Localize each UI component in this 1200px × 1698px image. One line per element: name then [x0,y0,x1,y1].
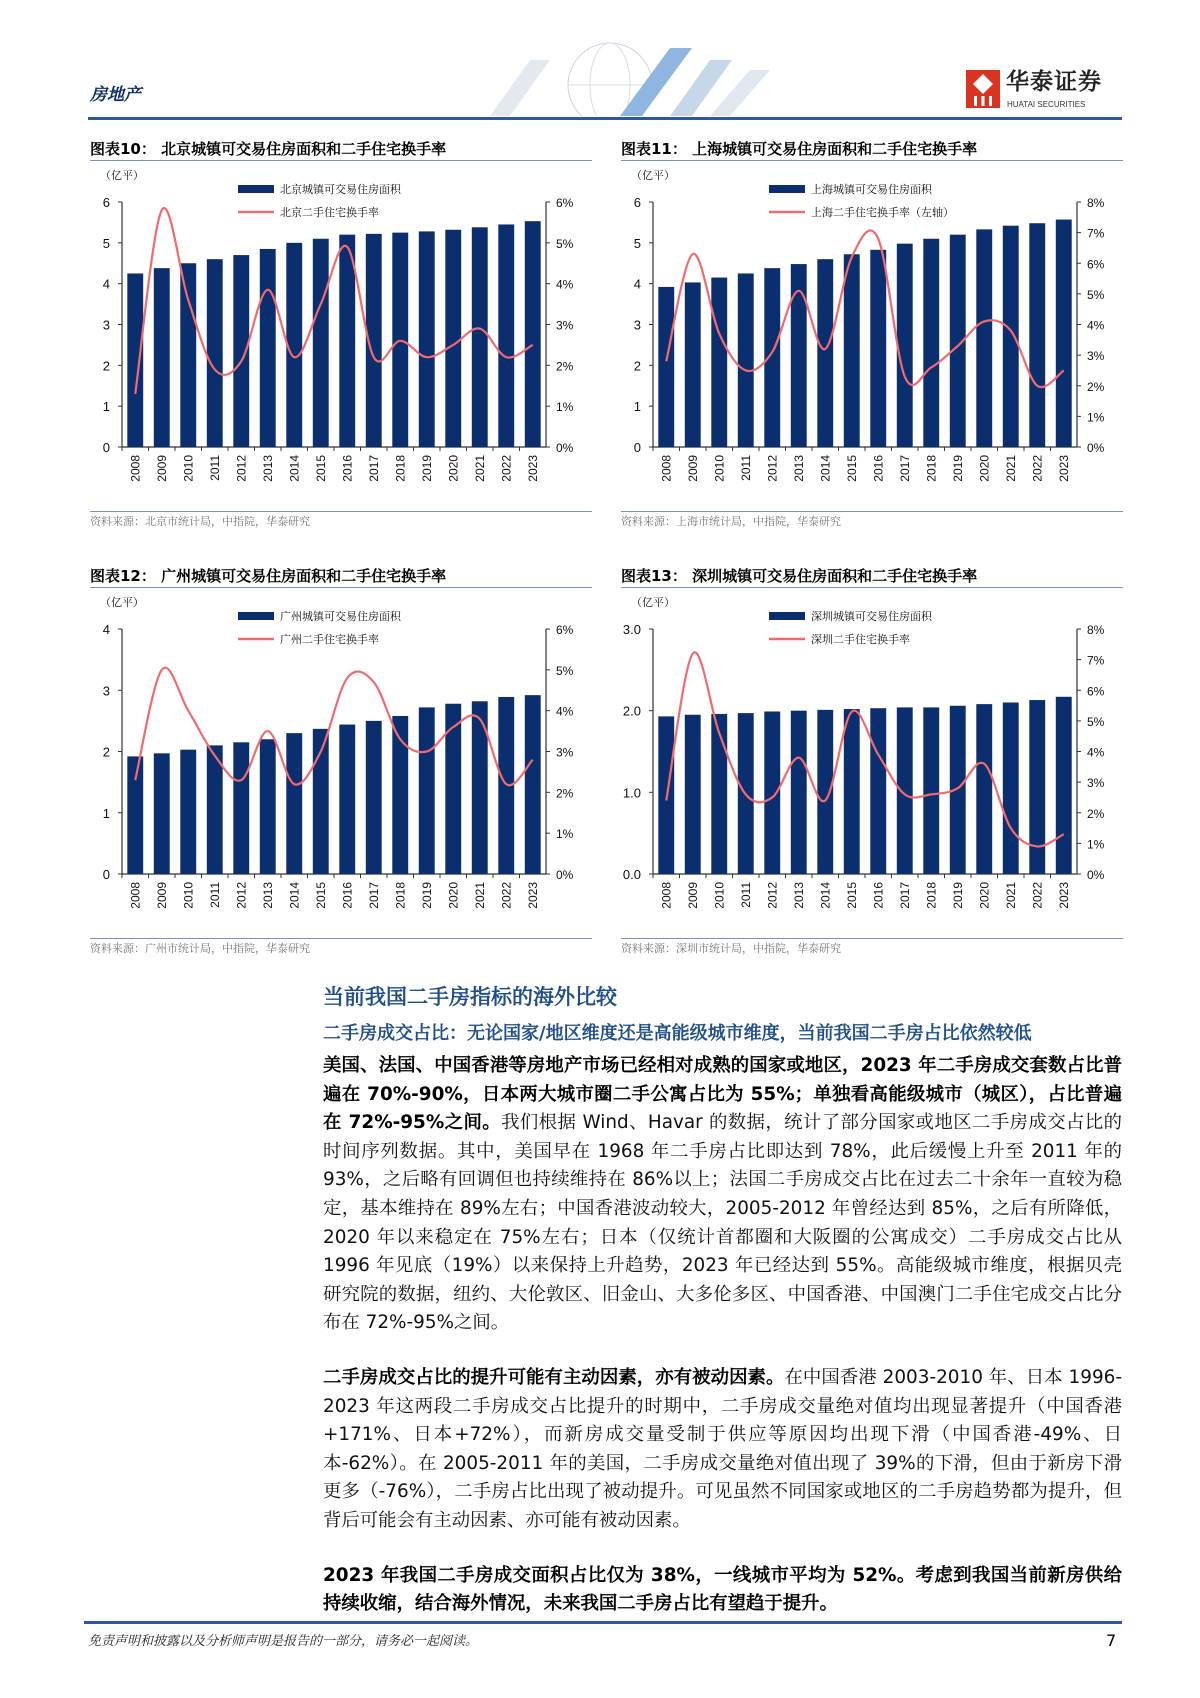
y-tick-label: 6 [102,195,110,210]
y-tick-label: 3 [633,317,641,333]
bar-2014 [817,259,833,447]
x-tick-label: 2015 [844,882,859,909]
bar-2020 [445,704,461,874]
y2-tick-label: 0% [1087,441,1105,455]
y-tick-label: 1 [102,805,110,821]
chart-title-rule [621,587,1123,588]
header-divider [88,117,1122,120]
legend-bar-label: 深圳城镇可交易住房面积 [811,611,932,623]
x-tick-label: 2022 [1030,882,1045,909]
y2-tick-label: 2% [1087,379,1105,394]
bar-2012 [233,742,249,874]
paragraph-3 [323,1562,1122,1619]
bar-2009 [154,268,170,447]
bar-2010 [711,714,727,874]
x-tick-label: 2018 [924,882,939,909]
bar-2010 [180,750,196,874]
header-decoration-globe-icon [470,40,790,116]
y-tick-label: 0 [633,440,641,455]
bar-2009 [685,282,701,447]
y2-tick-label: 8% [1087,196,1105,210]
chart-plot [621,164,1123,509]
y2-tick-label: 6% [1087,257,1105,272]
x-tick-label: 2014 [287,455,302,482]
y2-tick-label: 3% [1087,349,1105,364]
y2-tick-label: 0% [556,441,574,455]
x-tick-label: 2011 [738,455,753,481]
x-tick-label: 2023 [1056,455,1071,482]
bar-2009 [154,753,170,874]
bar-2021 [1003,226,1019,447]
x-tick-label: 2010 [712,455,727,482]
chart-title: 图表12： 广州城镇可交易住房面积和二手住宅换手率 [90,567,447,585]
unit-label: （亿平） [631,597,675,609]
bar-2014 [286,733,302,874]
y2-tick-label: 8% [1087,623,1105,637]
x-tick-label: 2021 [1003,455,1018,482]
x-tick-label: 2017 [366,455,381,482]
y2-tick-label: 3% [556,318,574,333]
x-tick-label: 2019 [419,455,434,482]
report-category: 房地产 [90,85,141,105]
unit-label: （亿平） [631,170,675,182]
y2-tick-label: 4% [556,704,574,719]
x-tick-label: 2021 [472,455,487,482]
x-tick-label: 2017 [897,455,912,482]
chart-source: 资料来源：北京市统计局，中指院，华泰研究 [90,515,310,528]
y-tick-label: 4 [102,622,110,637]
chart-source: 资料来源：深圳市统计局，中指院，华泰研究 [621,942,841,955]
y-tick-label: 2.0 [622,703,641,719]
x-tick-label: 2009 [154,455,169,482]
x-tick-label: 2013 [791,455,806,482]
y-tick-label: 3.0 [622,622,641,637]
bar-2012 [764,711,780,874]
chart-plot [90,591,592,936]
logo-text-en: HUATAI SECURITIES [1007,100,1086,109]
chart-title: 图表10： 北京城镇可交易住房面积和二手住宅换手率 [90,140,447,158]
unit-label: （亿平） [100,597,144,609]
x-tick-label: 2008 [659,455,674,482]
chart-plot [621,591,1123,936]
y2-tick-label: 4% [1087,318,1105,333]
bar-2016 [870,250,886,447]
y2-tick-label: 1% [556,827,574,842]
paragraph-3-lead: 2023 年我国二手房成交面积占比仅为 38%，一线城市平均为 52%。考虑到我国当前新房供给持续收缩，结合海外情况，未来我国二手房占比有望趋于提升。 [323,1564,1122,1615]
y2-tick-label: 0% [556,868,574,882]
x-tick-label: 2015 [844,455,859,482]
paragraph-1-text: 我们根据 Wind、Havar 的数据，统计了部分国家或地区二手房成交占比的时间序列数据。其中，美国早在 1968 年二手房占比即达到 78%，此后缓慢上升至 2011 年的 93%，之后略有回调但也持续维持在 86%以上；法国二手房成交占比在过去二十余年一直较为稳定，基本维持在 89%左右；中国香港波动较大，2005-2012 年曾经达到 85%，之后有所降低，2020 年以来稳定在 75%左右；日本（仅统计首都圈和大阪圈的公寓成交）二手房成交占比从 1996 年见底（19%）以来保持上升趋势，2023 年已经达到 55%。高能级城市维度，根据贝壳研究院的数据，纽约、大伦敦区、旧金山、大多伦多区、中国香港、中国澳门二手住宅成交占比分布在 72%-95%之间。 [323,1112,1122,1334]
bar-2011 [207,259,223,447]
y2-tick-label: 2% [556,786,574,801]
bar-2012 [233,255,249,447]
bar-2022 [498,224,514,447]
source-rule [90,938,592,939]
y2-tick-label: 5% [556,236,574,251]
x-tick-label: 2022 [499,455,514,482]
x-tick-label: 2009 [154,882,169,909]
x-tick-label: 2016 [871,882,886,909]
bar-2013 [260,739,276,874]
x-tick-label: 2022 [499,882,514,909]
legend-bar-swatch [769,185,805,193]
section-subheading: 二手房成交占比：无论国家/地区维度还是高能级城市维度，当前我国二手房占比依然较低 [323,1023,1032,1044]
legend-line-label: 深圳二手住宅换手率 [811,634,910,646]
x-tick-label: 2016 [340,455,355,482]
y-tick-label: 2 [102,744,110,760]
y-tick-label: 4 [102,276,110,292]
x-tick-label: 2018 [393,882,408,909]
y-tick-label: 3 [102,317,110,333]
chart-shenzhen [621,567,1123,967]
x-tick-label: 2023 [1056,882,1071,909]
x-tick-label: 2015 [313,455,328,482]
x-tick-label: 2012 [765,455,780,482]
legend-line-label: 北京二手住宅换手率 [280,207,379,219]
legend-bar-swatch [238,185,274,193]
y2-tick-label: 7% [1087,653,1105,668]
y2-tick-label: 5% [1087,714,1105,729]
x-tick-label: 2020 [446,455,461,482]
x-tick-label: 2020 [446,882,461,909]
x-tick-label: 2012 [765,882,780,909]
x-tick-label: 2021 [1003,882,1018,909]
y2-tick-label: 2% [556,359,574,374]
section-heading: 当前我国二手房指标的海外比较 [323,985,617,1009]
chart-beijing [90,140,592,540]
chart-title-rule [90,587,592,588]
y2-tick-label: 7% [1087,226,1105,241]
bar-2020 [976,229,992,447]
paragraph-1-lead: 美国、法国、中国香港等房地产市场已经相对成熟的国家或地区，2023 年二手房成交套数占比普遍在 70%-90%，日本两大城市圈二手公寓占比为 55%；单独看高能级城市（城区），占比普遍在 72%-95%之间。 [323,1055,1122,1134]
y2-tick-label: 2% [1087,806,1105,821]
bar-2010 [711,278,727,447]
x-tick-label: 2014 [818,882,833,909]
y2-tick-label: 6% [556,623,574,637]
x-tick-label: 2014 [818,455,833,482]
bar-2022 [1029,223,1045,447]
y2-tick-label: 4% [1087,745,1105,760]
bar-2015 [313,239,329,447]
x-tick-label: 2019 [419,882,434,909]
x-tick-label: 2008 [128,455,143,482]
x-tick-label: 2023 [525,882,540,909]
bar-2021 [472,227,488,447]
legend-bar-label: 广州城镇可交易住房面积 [280,611,401,623]
y-tick-label: 2 [102,358,110,374]
y2-tick-label: 1% [1087,410,1105,425]
bar-2009 [685,715,701,874]
unit-label: （亿平） [100,170,144,182]
chart-source: 资料来源：上海市统计局，中指院，华泰研究 [621,515,841,528]
x-tick-label: 2021 [472,882,487,909]
legend-bar-label: 北京城镇可交易住房面积 [280,184,401,196]
bar-2013 [260,249,276,447]
bar-2012 [764,268,780,447]
y2-tick-label: 5% [556,663,574,678]
bar-2019 [419,707,435,874]
bar-2008 [127,756,143,874]
x-tick-label: 2018 [393,455,408,482]
y-tick-label: 2 [633,358,641,374]
bar-2011 [738,273,754,447]
x-tick-label: 2014 [287,882,302,909]
bar-2015 [844,709,860,874]
bar-2018 [923,239,939,447]
bar-2015 [844,254,860,447]
paragraph-2-text: 在中国香港 2003-2010 年、日本 1996-2023 年这两段二手房成交占比提升的时期中，二手房成交量绝对值均出现显著提升（中国香港+171%、日本+72%），而新房成交量受制于供应等原因均出现下滑（中国香港-49%、日本-62%）。在 2005-2011 年的美国，二手房成交量绝对值出现了 39%的下滑，但由于新房下滑更多（-76%），二手房占比出现了被动提升。可见虽然不同国家或地区的二手房趋势都为提升，但背后可能会有主动因素、亦可能有被动因素。 [323,1366,1122,1531]
legend-bar-swatch [769,612,805,620]
x-tick-label: 2018 [924,455,939,482]
x-tick-label: 2017 [897,882,912,909]
x-tick-label: 2019 [950,882,965,909]
y2-tick-label: 1% [556,400,574,415]
y2-tick-label: 3% [1087,776,1105,791]
x-tick-label: 2011 [207,882,222,908]
y-tick-label: 5 [102,235,110,251]
bar-2008 [127,273,143,447]
bar-2013 [791,711,807,874]
bar-2010 [180,263,196,447]
y-tick-label: 1.0 [622,785,641,801]
bar-2019 [419,231,435,447]
bar-2017 [897,707,913,874]
x-tick-label: 2009 [685,882,700,909]
x-tick-label: 2022 [1030,455,1045,482]
source-rule [90,511,592,512]
chart-title: 图表13： 深圳城镇可交易住房面积和二手住宅换手率 [621,567,978,585]
page-number: 7 [1106,1631,1117,1650]
x-tick-label: 2008 [128,882,143,909]
body-text [323,1052,1122,1619]
y-tick-label: 1 [102,399,110,415]
bar-2016 [339,725,355,874]
footer-divider [84,1621,1122,1624]
chart-title-rule [621,160,1123,161]
y-tick-label: 0 [102,867,110,882]
x-tick-label: 2013 [791,882,806,909]
bar-2008 [658,287,674,447]
x-tick-label: 2011 [207,455,222,481]
source-rule [621,511,1123,512]
x-tick-label: 2013 [260,882,275,909]
x-tick-label: 2023 [525,455,540,482]
bar-2020 [445,230,461,447]
x-tick-label: 2009 [685,455,700,482]
legend-line-label: 广州二手住宅换手率 [280,634,379,646]
x-tick-label: 2016 [871,455,886,482]
source-rule [621,938,1123,939]
logo-text-cn: 华泰证券 [1006,69,1102,95]
y-tick-label: 5 [633,235,641,251]
y-tick-label: 3 [102,683,110,699]
chart-title: 图表11： 上海城镇可交易住房面积和二手住宅换手率 [621,140,978,158]
logo-mark-icon [966,70,1000,108]
y2-tick-label: 6% [1087,684,1105,699]
chart-plot [90,164,592,509]
legend-bar-swatch [238,612,274,620]
chart-guangzhou [90,567,592,967]
footer-disclaimer: 免责声明和披露以及分析师声明是报告的一部分，请务必一起阅读。 [88,1634,479,1649]
paragraph-1 [323,1052,1122,1338]
y2-tick-label: 0% [1087,868,1105,882]
x-tick-label: 2011 [738,882,753,908]
y-tick-label: 0.0 [622,867,641,882]
x-tick-label: 2016 [340,882,355,909]
bar-2014 [817,710,833,874]
x-tick-label: 2017 [366,882,381,909]
bar-2020 [976,704,992,874]
bar-2022 [1029,700,1045,874]
chart-title-rule [90,160,592,161]
y2-tick-label: 4% [556,277,574,292]
chart-source: 资料来源：广州市统计局，中指院，华泰研究 [90,942,310,955]
y2-tick-label: 1% [1087,837,1105,852]
bar-2023 [1056,697,1072,874]
bar-2016 [870,708,886,874]
bar-2023 [525,221,541,447]
bar-2017 [366,721,382,874]
y-tick-label: 6 [633,195,641,210]
y2-tick-label: 6% [556,196,574,210]
y2-tick-label: 5% [1087,287,1105,302]
x-tick-label: 2019 [950,455,965,482]
paragraph-2 [323,1364,1122,1536]
y-tick-label: 0 [102,440,110,455]
x-tick-label: 2020 [977,882,992,909]
chart-shanghai [621,140,1123,540]
x-tick-label: 2010 [181,882,196,909]
y-tick-label: 1 [633,399,641,415]
x-tick-label: 2012 [234,882,249,909]
bar-2017 [897,244,913,447]
x-tick-label: 2015 [313,882,328,909]
legend-line-label: 上海二手住宅换手率（左轴） [811,207,954,219]
x-tick-label: 2012 [234,455,249,482]
x-tick-label: 2010 [181,455,196,482]
x-tick-label: 2020 [977,455,992,482]
legend-bar-label: 上海城镇可交易住房面积 [811,184,932,196]
x-tick-label: 2008 [659,882,674,909]
y2-tick-label: 3% [556,745,574,760]
huatai-logo [966,70,1122,112]
x-tick-label: 2013 [260,455,275,482]
bar-2023 [1056,220,1072,447]
bar-2018 [923,707,939,874]
x-tick-label: 2010 [712,882,727,909]
y-tick-label: 4 [633,276,641,292]
bar-2023 [525,695,541,874]
bar-2021 [1003,703,1019,875]
paragraph-2-lead: 二手房成交占比的提升可能有主动因素，亦有被动因素。 [323,1366,785,1388]
